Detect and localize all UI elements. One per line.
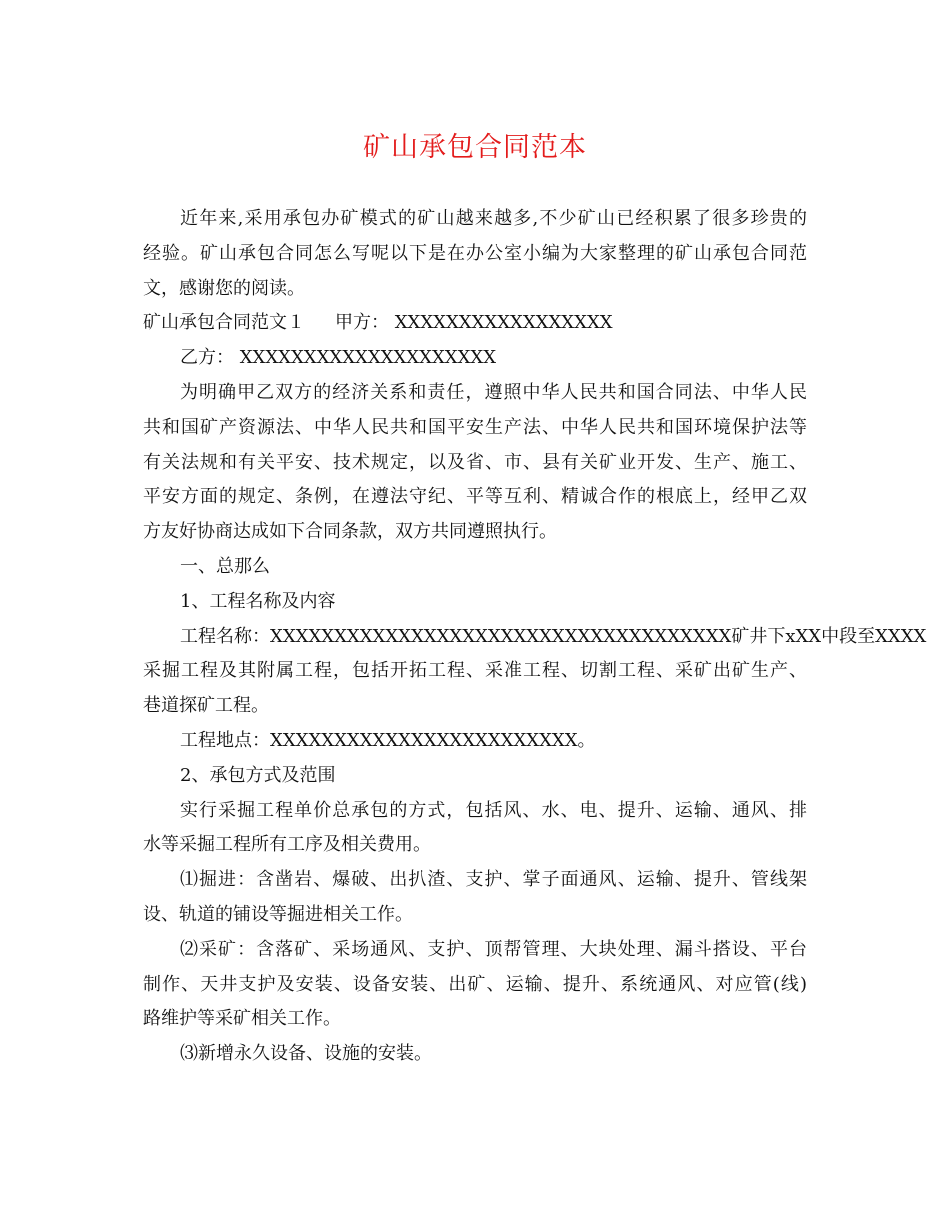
paragraph-line: 路维护等采矿相关工作。: [143, 1008, 341, 1030]
party-a-value: 甲方： XXXXXXXXXXXXXXXXX: [335, 312, 613, 334]
subsection-heading: 1、工程名称及内容: [180, 590, 336, 612]
paragraph-line: ⑴掘进：含凿岩、爆破、出扒渣、支护、掌子面通风、运输、提升、管线架: [180, 869, 807, 891]
party-b-line: 乙方： XXXXXXXXXXXXXXXXXXXX: [180, 347, 497, 369]
paragraph-line: ⑶新增永久设备、设施的安装。: [180, 1043, 432, 1065]
paragraph-line: 方友好协商达成如下合同条款，双方共同遵照执行。: [143, 521, 557, 543]
contract-sample-label: 矿山承包合同范文１: [143, 312, 305, 334]
paragraph-line: 文，感谢您的阅读。: [143, 277, 305, 299]
paragraph-line: 平安方面的规定、条例，在遵法守纪、平等互利、精诚合作的根底上，经甲乙双: [143, 486, 807, 508]
paragraph-line: 实行采掘工程单价总承包的方式，包括风、水、电、提升、运输、通风、排: [180, 799, 807, 821]
subsection-heading: 2、承包方式及范围: [180, 764, 336, 786]
paragraph-line: 巷道探矿工程。: [143, 695, 269, 717]
paragraph-line: 为明确甲乙双方的经济关系和责任，遵照中华人民共和国合同法、中华人民: [180, 381, 807, 403]
section-heading: 一、总那么: [180, 555, 270, 577]
document-title: 矿山承包合同范本: [363, 132, 587, 163]
party-a-line: [143, 306, 807, 341]
paragraph-line: ⑵采矿：含落矿、采场通风、支护、顶帮管理、大块处理、漏斗搭设、平台: [180, 938, 807, 960]
paragraph-line: 有关法规和有关平安、技术规定，以及省、市、县有关矿业开发、生产、施工、: [143, 451, 807, 473]
paragraph-line: 共和国矿产资源法、中华人民共和国平安生产法、中华人民共和国环境保护法等: [143, 416, 807, 438]
paragraph-line: 工程名称：XXXXXXXXXXXXXXXXXXXXXXXXXXXXXXXXXXXX矿井下xXX中段至XXXX: [180, 625, 927, 647]
paragraph-line: 经验。矿山承包合同怎么写呢以下是在办公室小编为大家整理的矿山承包合同范: [143, 242, 807, 264]
document-body: [143, 202, 927, 1072]
paragraph-line: 工程地点：XXXXXXXXXXXXXXXXXXXXXXXX。: [180, 729, 596, 751]
paragraph-line: 水等采掘工程所有工序及相关费用。: [143, 834, 431, 856]
paragraph-line: 设、轨道的铺设等掘进相关工作。: [143, 903, 413, 925]
paragraph-line: 制作、天井支护及安装、设备安装、出矿、运输、提升、系统通风、对应管(线): [143, 973, 807, 995]
paragraph-line: 近年来,采用承包办矿模式的矿山越来越多,不少矿山已经积累了很多珍贵的: [180, 208, 807, 229]
paragraph-line: 采掘工程及其附属工程，包括开拓工程、采准工程、切割工程、采矿出矿生产、: [143, 660, 807, 682]
